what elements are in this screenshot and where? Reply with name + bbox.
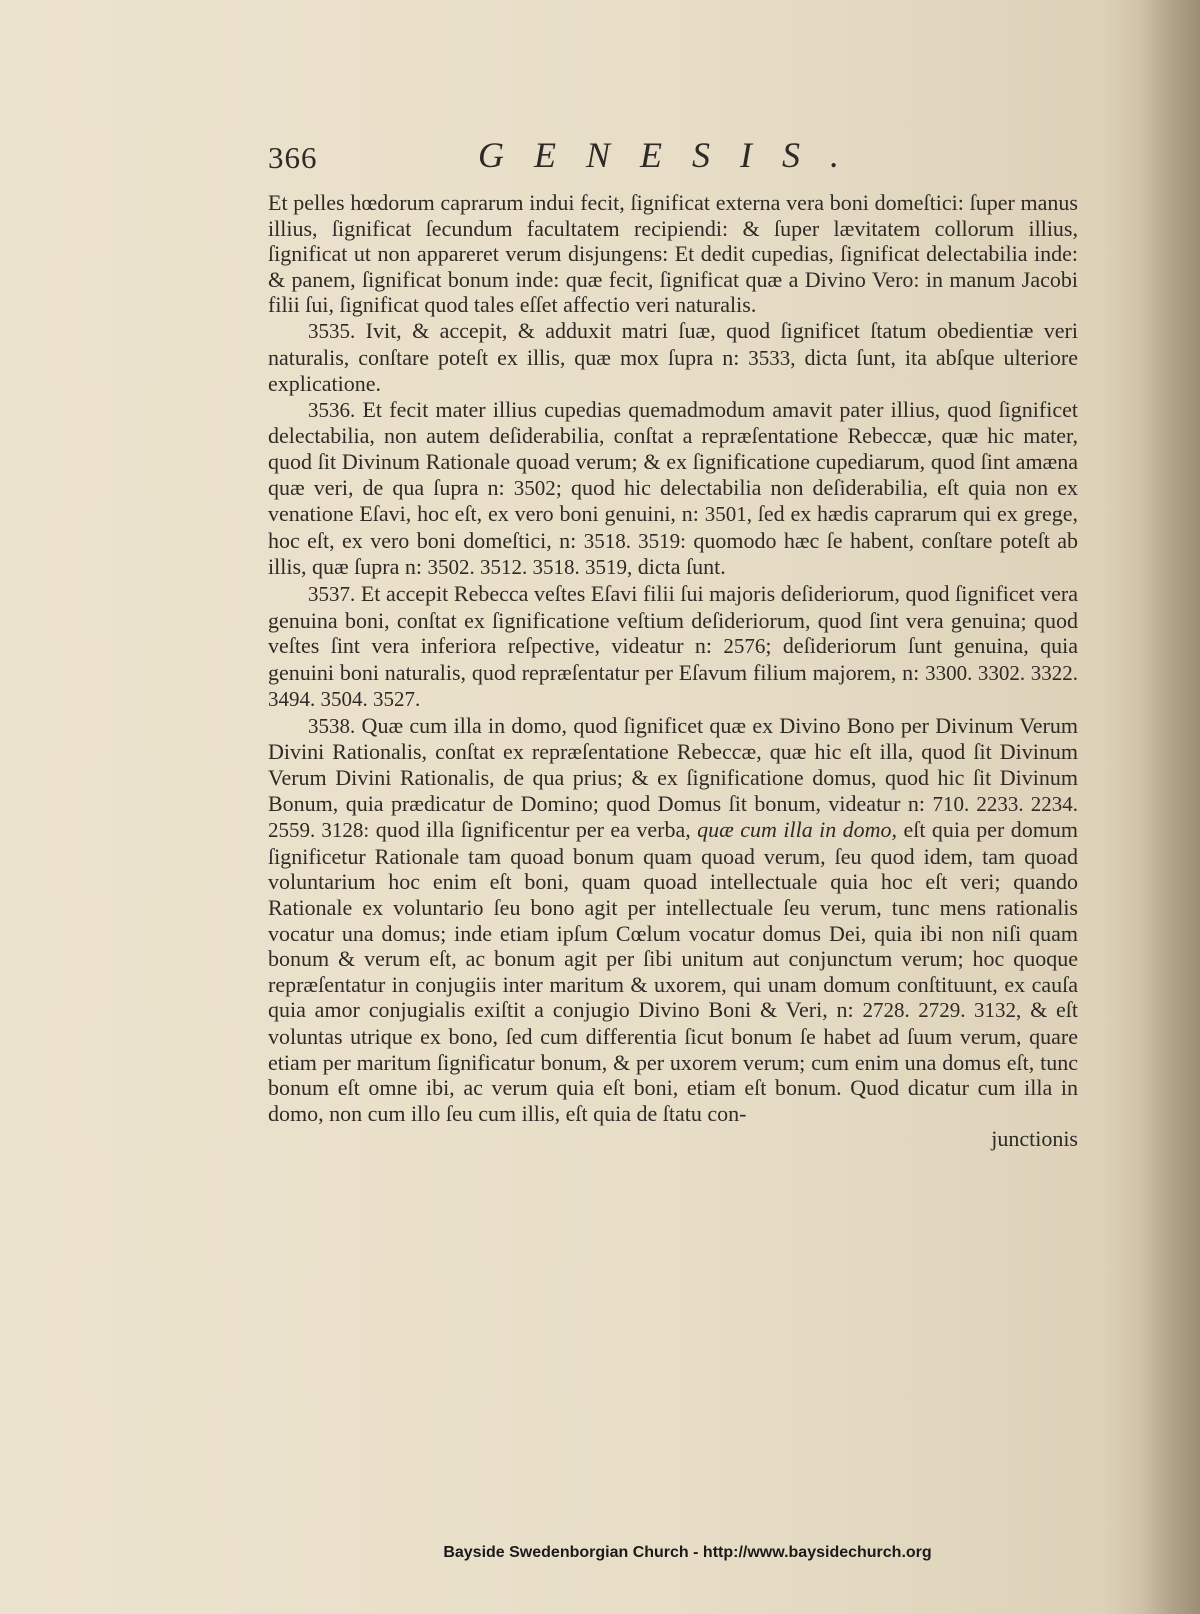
paragraph-3535 xyxy=(268,318,1078,397)
text-run: Quæ cum illa in domo, quod ſignificet quæ ex Divino Bono per Divinum Verum Divini Rationalis, conſtat ex repræſentatione Rebeccæ, quæ hic eſt illa, quod ſit Divinum Verum Divini Rationalis, de qua prius; & ex ſignificatione domus, quod hic ſit Divinum Bonum, quia prædicatur de Domino; quod Domus ſit bonum, videatur n: xyxy=(268,712,1078,816)
catchword-line xyxy=(268,1126,1078,1152)
reference-number: 3300. 3302. 3322. 3494. 3504. 3527. xyxy=(268,660,1078,712)
reference-number: 3533, xyxy=(748,345,796,370)
paragraph-3537 xyxy=(268,581,1078,713)
paragraph-3536 xyxy=(268,397,1078,581)
section-number: 3535. xyxy=(308,318,356,343)
reference-number: 3502 xyxy=(513,475,556,500)
italic-quote: quæ cum illa in domo, xyxy=(697,817,898,843)
reference-number: 2728. 2729. 3132, xyxy=(862,998,1022,1023)
section-number: 3537. xyxy=(308,581,356,606)
text-run: quod illa ſignificentur per ea verba, xyxy=(369,817,698,843)
catchword: junctionis xyxy=(991,1126,1078,1152)
page-header xyxy=(268,132,1098,182)
body-text xyxy=(268,190,1078,1152)
section-number: 3538. xyxy=(308,713,356,738)
text-run: ſed ex hædis caprarum qui ex grege, hoc eſt, ex vero boni domeſtici, n: xyxy=(268,501,1078,553)
text-run: Et accepit Rebecca veſtes Eſavi filii ſui majoris deſideriorum, quod ſignificet vera genuina boni, conſtat ex ſignificatione veſtium deſideriorum, quod ſint vera genuina; quod veſtes ſint vera inferiora reſpective, videatur n: xyxy=(268,580,1078,659)
text-run: dicta ſunt. xyxy=(632,554,726,580)
reference-number: 3501, xyxy=(704,502,752,527)
paragraph-1 xyxy=(268,190,1078,318)
text-run: Ivit, & accepit, & adduxit matri ſuæ, quod ſignificet ſtatum obedientiæ veri naturalis, conſtare poteſt ex illis, quæ mox ſupra n: xyxy=(268,317,1078,370)
text-run: ; deſideriorum ſunt genuina, quia genuini boni naturalis, quod repræſentatur per Eſavum filium majorem, n: xyxy=(268,633,1078,685)
page-gutter-shadow xyxy=(1140,0,1200,1614)
text-run: Et pelles hœdorum caprarum indui fecit, ſignificat externa vera boni domeſtici: ſuper manus illius, ſignificat ſecundum facultatem recipiendi: & ſuper lævitatem collorum illius, ſignificat ut non appareret verum disjungens: Et dedit cupedias, ſignificat delectabilia inde: & panem, ſignificat bonum inde: quæ fecit, ſignificat quæ a Divino Vero: in manum Jacobi filii ſui, ſignificat quod tales eſſet affectio veri naturalis. xyxy=(268,190,1078,318)
reference-number: 3502. 3512. 3518. 3519, xyxy=(427,555,633,580)
text-run: & eſt voluntas utrique ex bono, ſed cum differentia ſicut bonum ſe habet ad ſuum verum, quare etiam per maritum ſignificatur bonum, & per uxorem verum; cum enim una domus eſt, tunc bonum eſt omne ibi, ac verum quia eſt boni, etiam eſt bonum. Quod dicatur cum illa in domo, non cum illo ſeu cum illis, eſt quia de ſtatu con- xyxy=(268,997,1079,1126)
paragraph-3538 xyxy=(268,713,1078,1127)
text-run: quomodo hæc ſe habent, conſtare poteſt ab illis, quæ ſupra n: xyxy=(268,527,1078,580)
text-run: eſt quia per domum ſignificetur Rationale tam quoad bonum quam quoad verum, ſeu quod idem, tam quoad voluntarium hoc enim eſt boni, quam quoad intellectuale quia hoc eſt veri; quando Rationale ex voluntario ſeu bono agit per intellectuale ſeu verum, tunc mens rationalis vocatur una domus; inde etiam ipſum Cœlum vocatur domus Dei, quia ibi non niſi quam bonum & verum eſt, ac bonum agit per ſibi unitum aut conjunctum verum; hoc quoque repræſentatur in conjugiis inter maritum & uxorem, qui unam domum conſtituunt, ex cauſa quia amor conjugialis exiſtit a conjugio Divino Boni & Veri, n: xyxy=(268,817,1078,1023)
section-number: 3536. xyxy=(308,397,356,422)
text-run: Et fecit mater illius cupedias quemadmodum amavit pater illius, quod ſignificet delectabilia, non autem deſiderabilia, conſtat a repræſentatione Rebeccæ, quæ hic mater, quod ſit Divinum Rationale quoad verum; & ex ſignificatione cupediarum, quod ſint amæna quæ veri, de qua ſupra n: xyxy=(268,396,1078,500)
text-run: ; quod hic delectabilia non deſiderabilia, eſt quia non ex venatione Eſavi, hoc eſt, ex vero boni genuini, n: xyxy=(268,474,1078,527)
reference-number: 3518. 3519: xyxy=(583,528,686,553)
reference-number: 710. 2233. 2234. 2559. 3128: xyxy=(268,791,1079,843)
running-title: GENESIS. xyxy=(478,135,869,175)
reference-number: 2576 xyxy=(723,634,766,659)
text-run: dicta ſunt, ita abſque ulteriore explicatione. xyxy=(268,344,1078,397)
page-number: 366 xyxy=(268,140,318,175)
footer-credit: Bayside Swedenborgian Church - http://www.baysidechurch.org xyxy=(443,1544,932,1561)
